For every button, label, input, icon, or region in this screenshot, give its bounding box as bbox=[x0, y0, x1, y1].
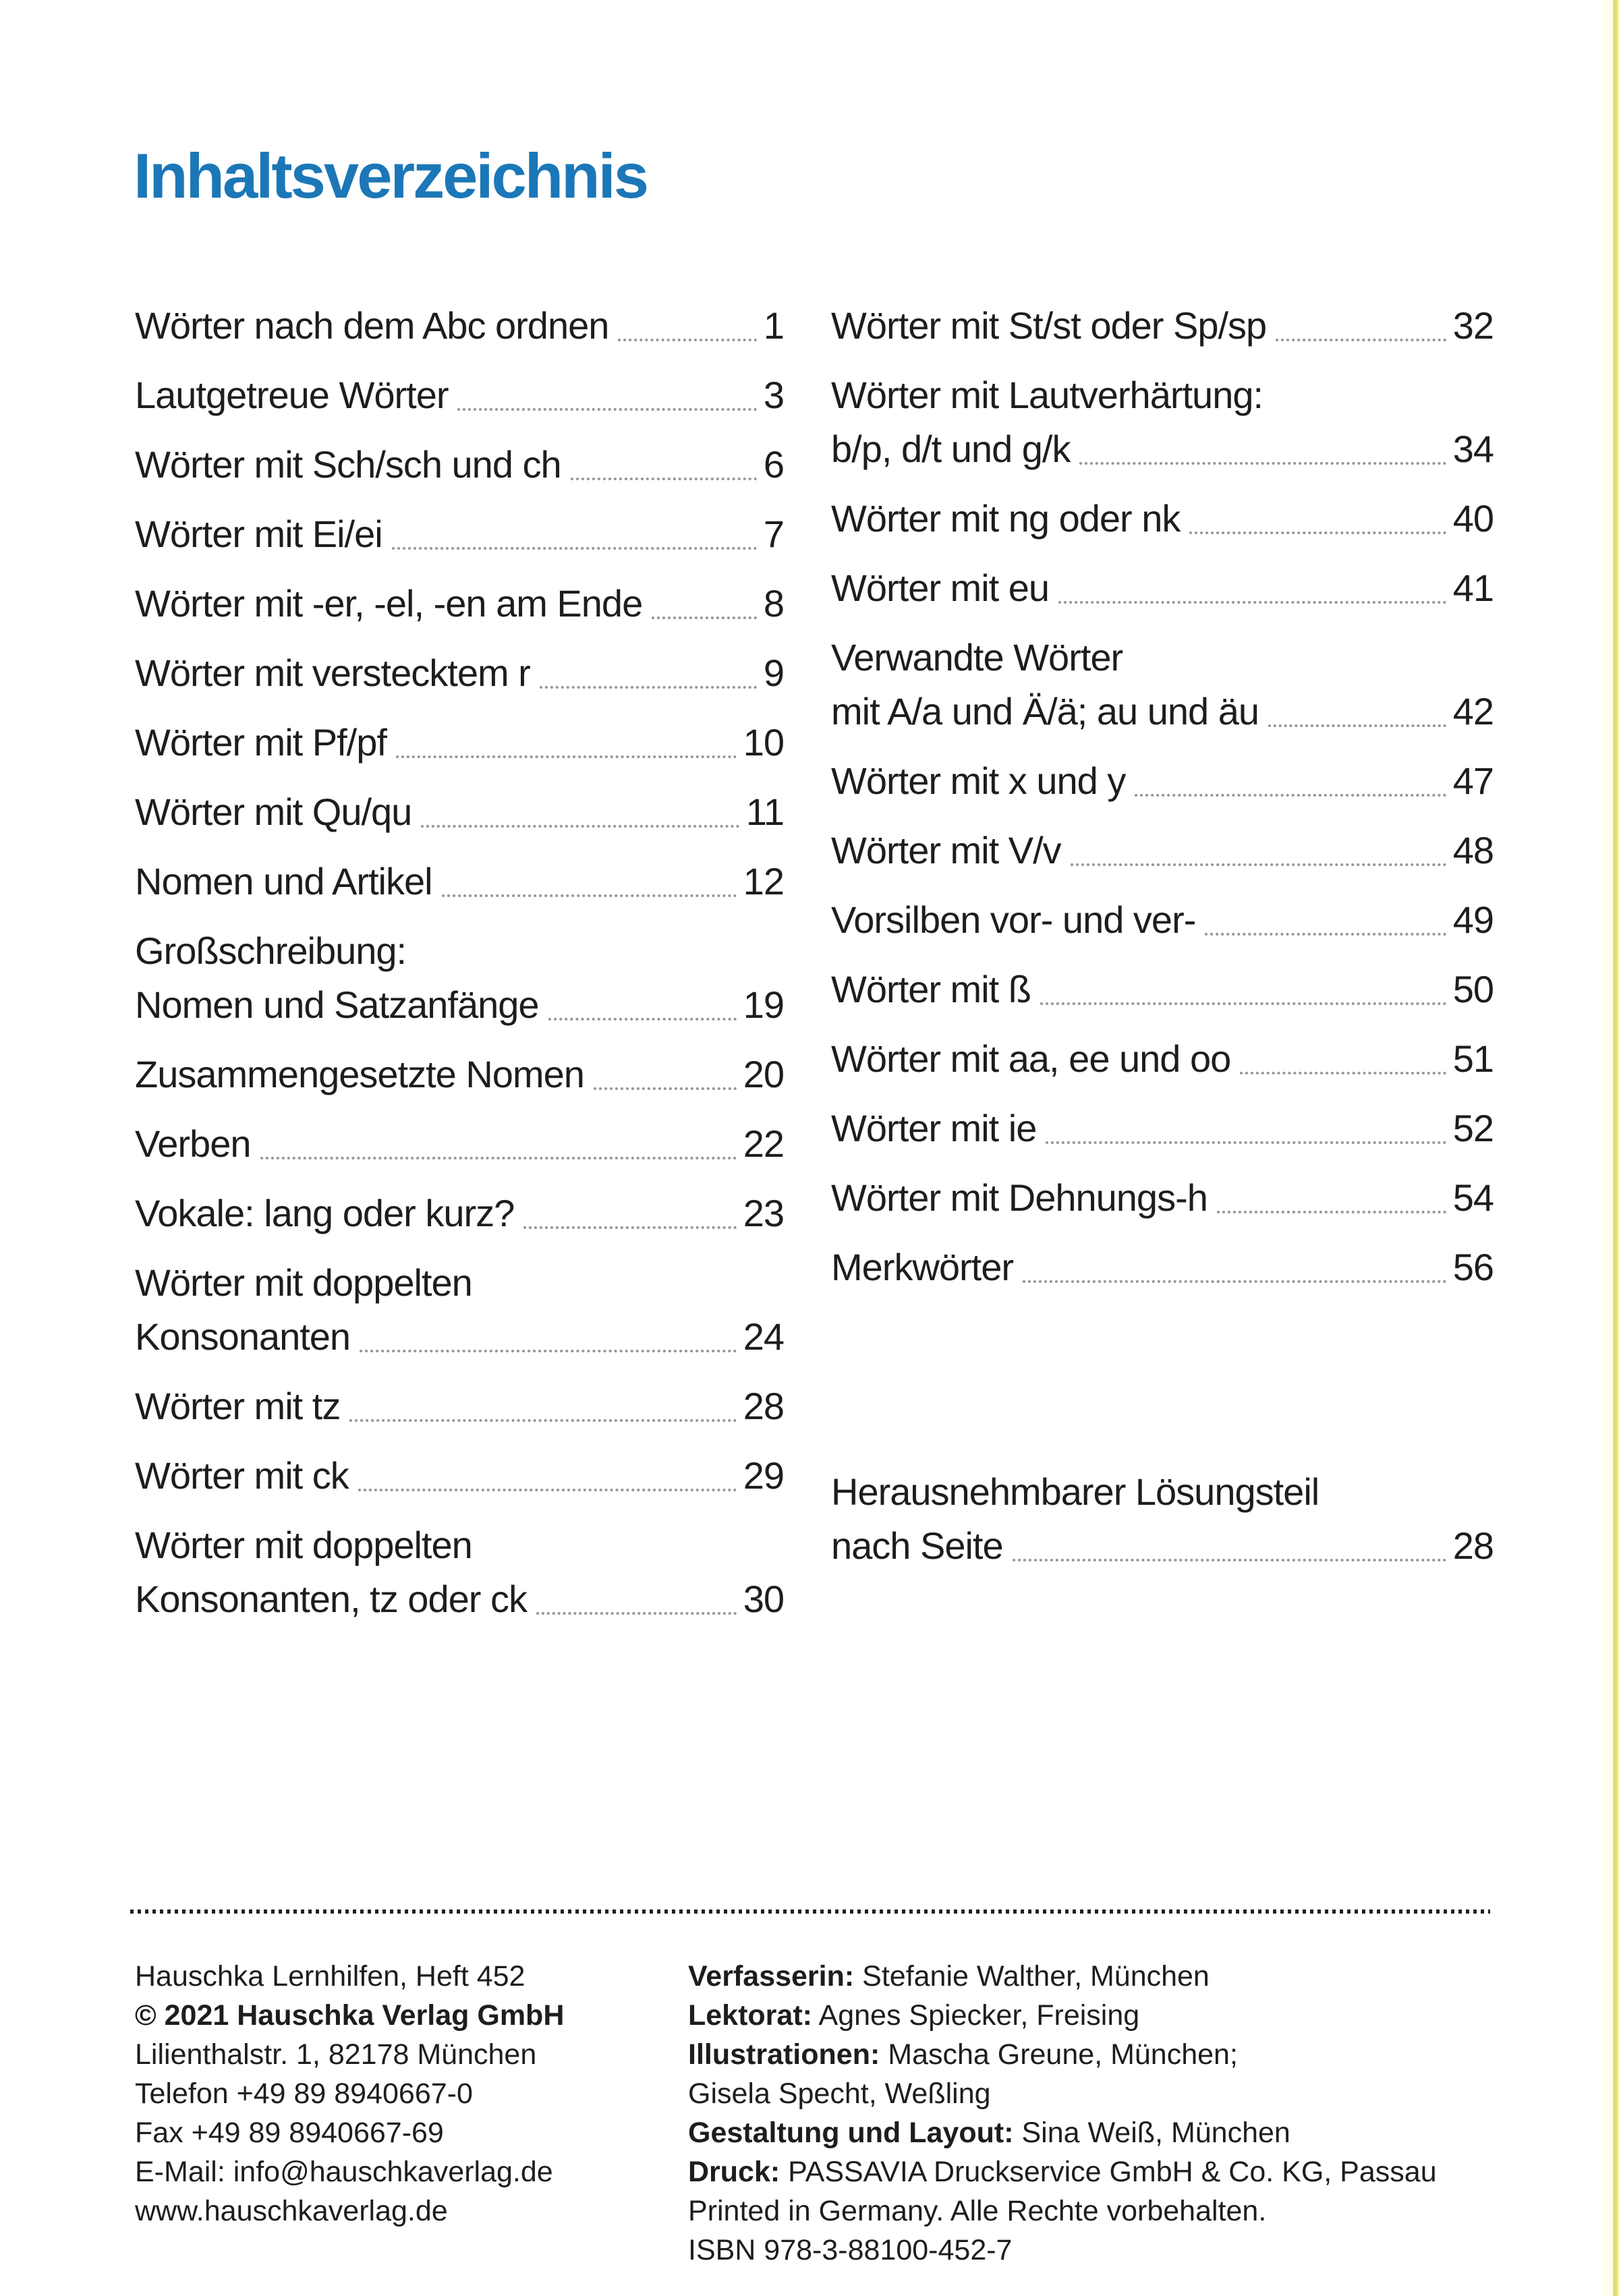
leader-dots bbox=[571, 478, 757, 480]
toc-entry-page-number: 48 bbox=[1452, 829, 1494, 871]
toc-entry bbox=[135, 924, 784, 1032]
toc-entry-page-number: 28 bbox=[743, 1385, 784, 1427]
toc-entry bbox=[831, 368, 1494, 476]
toc-entry bbox=[831, 1171, 1494, 1225]
toc-entry-label: Konsonanten bbox=[135, 1315, 351, 1358]
footer-line bbox=[688, 2074, 1437, 2113]
leader-dots bbox=[358, 1489, 737, 1491]
toc-entry-line-with-page bbox=[135, 1449, 784, 1503]
toc-entry-line-with-page bbox=[135, 1117, 784, 1171]
toc-entry bbox=[831, 1101, 1494, 1155]
toc-entry-label: Lautgetreue Wörter bbox=[135, 374, 449, 416]
toc-entry-label: Wörter mit Sch/sch und ch bbox=[135, 443, 561, 486]
toc-entry-label: Wörter mit Qu/qu bbox=[135, 791, 412, 833]
toc-entry-line-with-page bbox=[831, 299, 1494, 353]
toc-entry-label: Wörter mit eu bbox=[831, 567, 1050, 609]
footer-line-text: Lilienthalstr. 1, 82178 München bbox=[135, 2038, 537, 2071]
toc-entry-label: Wörter mit Pf/pf bbox=[135, 721, 387, 764]
toc-entry-label: Wörter mit verstecktem r bbox=[135, 652, 530, 694]
toc-entry bbox=[831, 1240, 1494, 1294]
toc-entry-line-with-page bbox=[831, 824, 1494, 878]
toc-entry-line: Wörter mit Lautverhärtung: bbox=[831, 374, 1263, 416]
toc-entry-label: Wörter mit ng oder nk bbox=[831, 497, 1181, 540]
toc-entry-page-number: 3 bbox=[763, 374, 784, 416]
toc-entry bbox=[831, 492, 1494, 546]
footer-line-bold-label: Illustrationen: bbox=[688, 2038, 880, 2071]
toc-entry-line-with-page bbox=[135, 1310, 784, 1364]
footer-line-bold-label: Lektorat: bbox=[688, 1999, 812, 2032]
toc-entry-line-with-page bbox=[135, 1186, 784, 1240]
toc-entry-line-with-page bbox=[135, 368, 784, 422]
toc-entry-label: Wörter mit ck bbox=[135, 1454, 349, 1497]
toc-entry bbox=[831, 893, 1494, 947]
toc-entry-page-number: 34 bbox=[1452, 428, 1494, 470]
toc-entry-page-number: 8 bbox=[763, 582, 784, 625]
leader-dots bbox=[1268, 724, 1446, 727]
leader-dots bbox=[1040, 1002, 1446, 1005]
leader-dots bbox=[1189, 532, 1446, 534]
toc-column-left bbox=[135, 299, 784, 1642]
toc-entry-page-number: 19 bbox=[743, 983, 784, 1026]
toc-entry bbox=[831, 824, 1494, 878]
toc-entry bbox=[135, 785, 784, 839]
footer-line-text: PASSAVIA Druckservice GmbH & Co. KG, Passau bbox=[780, 2156, 1437, 2188]
leader-dots bbox=[1217, 1211, 1446, 1213]
toc-entry-page-number: 50 bbox=[1452, 968, 1494, 1010]
footer-line bbox=[135, 1957, 564, 1996]
toc-entry-page-number: 30 bbox=[743, 1578, 784, 1620]
toc-entry-label: Wörter mit ß bbox=[831, 968, 1031, 1010]
toc-entry-page-number: 49 bbox=[1452, 898, 1494, 941]
toc-entry bbox=[135, 1256, 784, 1364]
toc-entry bbox=[831, 1465, 1494, 1573]
leader-dots bbox=[396, 755, 737, 758]
leader-dots bbox=[442, 894, 737, 897]
toc-entry-label: Wörter mit x und y bbox=[831, 759, 1126, 802]
toc-entry bbox=[135, 716, 784, 770]
leader-dots bbox=[392, 547, 757, 550]
toc-entry-label: nach Seite bbox=[831, 1524, 1003, 1567]
footer-line-text: Fax +49 89 8940667-69 bbox=[135, 2117, 444, 2149]
toc-entry-line-with-page bbox=[831, 492, 1494, 546]
toc-entry bbox=[135, 438, 784, 492]
footer-line-text: Mascha Greune, München; bbox=[880, 2038, 1238, 2071]
footer-line-bold-label: Gestaltung und Layout: bbox=[688, 2117, 1014, 2149]
toc-entry-line-with-page bbox=[135, 855, 784, 909]
toc-entry-page-number: 32 bbox=[1452, 304, 1494, 347]
leader-dots bbox=[457, 408, 756, 411]
toc-entry-line: Verwandte Wörter bbox=[831, 636, 1123, 679]
toc-entry-line-with-page bbox=[831, 1519, 1494, 1573]
toc-entry-page-number: 11 bbox=[745, 791, 784, 833]
footer-line bbox=[135, 2113, 564, 2152]
toc-entry-page-number: 9 bbox=[763, 652, 784, 694]
leader-dots bbox=[1276, 339, 1446, 341]
toc-entry-label: mit A/a und Ä/ä; au und äu bbox=[831, 690, 1259, 733]
toc-entry-label: Konsonanten, tz oder ck bbox=[135, 1578, 527, 1620]
toc-entry-line-with-page bbox=[831, 1032, 1494, 1086]
toc-entry-line-with-page bbox=[135, 1572, 784, 1626]
footer-line bbox=[688, 1996, 1437, 2035]
toc-entry bbox=[831, 631, 1494, 739]
toc-entry-line-with-page bbox=[135, 1379, 784, 1433]
toc-entry-page-number: 23 bbox=[743, 1192, 784, 1234]
footer-line-text: www.hauschkaverlag.de bbox=[135, 2195, 448, 2227]
leader-dots bbox=[594, 1087, 737, 1090]
toc-entry-label: Zusammengesetzte Nomen bbox=[135, 1053, 584, 1095]
footer-line bbox=[135, 2152, 564, 2191]
toc-entry-page-number: 22 bbox=[743, 1122, 784, 1165]
toc-entry-label: Vokale: lang oder kurz? bbox=[135, 1192, 515, 1234]
toc-entry-page-number: 42 bbox=[1452, 690, 1494, 733]
toc-entry bbox=[135, 368, 784, 422]
leader-dots bbox=[540, 686, 757, 689]
toc-entry-label: Wörter nach dem Abc ordnen bbox=[135, 304, 609, 347]
footer-line bbox=[688, 2191, 1437, 2231]
toc-entry-line-with-page bbox=[135, 1047, 784, 1101]
toc-entry-page-number: 56 bbox=[1452, 1246, 1494, 1288]
toc-entry-label: Wörter mit aa, ee und oo bbox=[831, 1037, 1231, 1080]
toc-entry bbox=[135, 1379, 784, 1433]
toc-entry-line-with-page bbox=[831, 963, 1494, 1016]
leader-dots bbox=[1058, 601, 1446, 604]
toc-entry-label: Wörter mit ie bbox=[831, 1107, 1037, 1149]
toc-entry-line-with-page bbox=[831, 1171, 1494, 1225]
toc-entry-line-with-page bbox=[831, 685, 1494, 739]
toc-entry-page-number: 12 bbox=[743, 860, 784, 902]
leader-dots bbox=[523, 1226, 736, 1229]
toc-entry-label: b/p, d/t und g/k bbox=[831, 428, 1071, 470]
toc-entry-line-with-page bbox=[831, 1240, 1494, 1294]
toc-entry-line: Wörter mit doppelten bbox=[135, 1261, 472, 1304]
footer-line-text: Sina Weiß, München bbox=[1013, 2117, 1290, 2149]
toc-entry-label: Wörter mit Dehnungs-h bbox=[831, 1176, 1208, 1219]
toc-entry-line-with-page bbox=[831, 754, 1494, 808]
leader-dots bbox=[260, 1157, 737, 1159]
footer-line-bold-label: Druck: bbox=[688, 2156, 780, 2188]
toc-entry-page-number: 54 bbox=[1452, 1176, 1494, 1219]
leader-dots bbox=[1240, 1072, 1446, 1074]
toc-column-right bbox=[831, 299, 1494, 1588]
footer-line-bold-label: Verfasserin: bbox=[688, 1960, 855, 1992]
toc-column-gap bbox=[831, 1310, 1494, 1465]
toc-entry-page-number: 51 bbox=[1452, 1037, 1494, 1080]
toc-entry-page-number: 6 bbox=[763, 443, 784, 486]
toc-entry-label: Wörter mit Ei/ei bbox=[135, 513, 382, 555]
toc-entry-label: Nomen und Satzanfänge bbox=[135, 983, 539, 1026]
toc-entry-label: Wörter mit V/v bbox=[831, 829, 1061, 871]
leader-dots bbox=[1071, 863, 1446, 866]
footer-line bbox=[688, 2035, 1437, 2074]
toc-entry-line-with-page bbox=[135, 646, 784, 700]
toc-entry-line-with-page bbox=[135, 577, 784, 631]
toc-entry-line-with-page bbox=[135, 507, 784, 561]
leader-dots bbox=[536, 1612, 737, 1615]
toc-entry bbox=[135, 855, 784, 909]
toc-entry bbox=[135, 507, 784, 561]
footer-line-text: Printed in Germany. Alle Rechte vorbehalten. bbox=[688, 2195, 1267, 2227]
leader-dots bbox=[1013, 1559, 1446, 1561]
toc-entry-line: Herausnehmbarer Lösungsteil bbox=[831, 1470, 1319, 1513]
toc-entry-label: Merkwörter bbox=[831, 1246, 1014, 1288]
page-title: Inhaltsverzeichnis bbox=[134, 140, 647, 211]
footer-line-text: Gisela Specht, Weßling bbox=[688, 2077, 991, 2110]
footer-line bbox=[135, 2191, 564, 2231]
leader-dots bbox=[1205, 933, 1446, 936]
footer-line-text: Telefon +49 89 8940667-0 bbox=[135, 2077, 473, 2110]
toc-entry-page-number: 52 bbox=[1452, 1107, 1494, 1149]
imprint-credits-column bbox=[688, 1957, 1437, 2270]
toc-entry-line: Großschreibung: bbox=[135, 929, 407, 972]
toc-entry bbox=[135, 646, 784, 700]
footer-line-text: Hauschka Lernhilfen, Heft 452 bbox=[135, 1960, 526, 1992]
toc-entry-line-with-page bbox=[831, 561, 1494, 615]
toc-entry bbox=[831, 561, 1494, 615]
footer-line-text: Stefanie Walther, München bbox=[854, 1960, 1210, 1992]
toc-entry-line-with-page bbox=[135, 785, 784, 839]
toc-entry-label: Wörter mit St/st oder Sp/sp bbox=[831, 304, 1267, 347]
leader-dots bbox=[1135, 794, 1446, 797]
toc-entry bbox=[135, 299, 784, 353]
footer-line bbox=[688, 2113, 1437, 2152]
toc-entry bbox=[135, 1117, 784, 1171]
footer-line bbox=[135, 1996, 564, 2035]
footer-line-bold-label: © 2021 Hauschka Verlag GmbH bbox=[135, 1999, 565, 2032]
footer-divider-dotted-line bbox=[130, 1910, 1490, 1914]
toc-entry-line-with-page bbox=[135, 978, 784, 1032]
toc-entry bbox=[135, 577, 784, 631]
footer-line-text: Agnes Spiecker, Freising bbox=[812, 1999, 1140, 2032]
toc-entry-page-number: 1 bbox=[763, 304, 784, 347]
toc-entry-page-number: 24 bbox=[743, 1315, 784, 1358]
footer-line-text: ISBN 978-3-88100-452-7 bbox=[688, 2234, 1013, 2266]
toc-entry-page-number: 41 bbox=[1452, 567, 1494, 609]
toc-entry-line-with-page bbox=[831, 422, 1494, 476]
toc-entry bbox=[831, 299, 1494, 353]
toc-entry-line-with-page bbox=[135, 438, 784, 492]
leader-dots bbox=[618, 339, 756, 341]
toc-entry-label: Verben bbox=[135, 1122, 251, 1165]
leader-dots bbox=[349, 1419, 736, 1422]
toc-entry-label: Wörter mit tz bbox=[135, 1385, 341, 1427]
toc-entry-page-number: 29 bbox=[743, 1454, 784, 1497]
toc-entry bbox=[135, 1047, 784, 1101]
leader-dots bbox=[652, 616, 757, 619]
toc-entry-label: Vorsilben vor- und ver- bbox=[831, 898, 1196, 941]
footer-line bbox=[688, 2231, 1437, 2270]
toc-entry-line-with-page bbox=[831, 1101, 1494, 1155]
footer-line bbox=[688, 2152, 1437, 2191]
toc-entry-line-with-page bbox=[135, 299, 784, 353]
toc-entry-page-number: 47 bbox=[1452, 759, 1494, 802]
leader-dots bbox=[1023, 1280, 1446, 1283]
toc-entry-page-number: 7 bbox=[763, 513, 784, 555]
leader-dots bbox=[1046, 1141, 1446, 1144]
toc-entry bbox=[831, 754, 1494, 808]
leader-dots bbox=[1079, 462, 1446, 465]
toc-entry-page-number: 10 bbox=[743, 721, 784, 764]
toc-entry bbox=[135, 1186, 784, 1240]
footer-line-text: E-Mail: info@hauschkaverlag.de bbox=[135, 2156, 553, 2188]
toc-entry bbox=[135, 1518, 784, 1626]
leader-dots bbox=[548, 1018, 737, 1021]
toc-entry-page-number: 40 bbox=[1452, 497, 1494, 540]
toc-entry-label: Wörter mit -er, -el, -en am Ende bbox=[135, 582, 643, 625]
leader-dots bbox=[360, 1350, 737, 1352]
toc-entry bbox=[831, 963, 1494, 1016]
toc-entry bbox=[831, 1032, 1494, 1086]
toc-entry-page-number: 20 bbox=[743, 1053, 784, 1095]
toc-entry-page-number: 28 bbox=[1452, 1524, 1494, 1567]
footer-line bbox=[688, 1957, 1437, 1996]
toc-entry-line-with-page bbox=[831, 893, 1494, 947]
toc-entry bbox=[135, 1449, 784, 1503]
footer-line bbox=[135, 2035, 564, 2074]
toc-entry-line-with-page bbox=[135, 716, 784, 770]
imprint-publisher-column bbox=[135, 1957, 564, 2231]
leader-dots bbox=[421, 825, 739, 828]
toc-entry-line: Wörter mit doppelten bbox=[135, 1524, 472, 1566]
toc-entry-label: Nomen und Artikel bbox=[135, 860, 432, 902]
footer-line bbox=[135, 2074, 564, 2113]
